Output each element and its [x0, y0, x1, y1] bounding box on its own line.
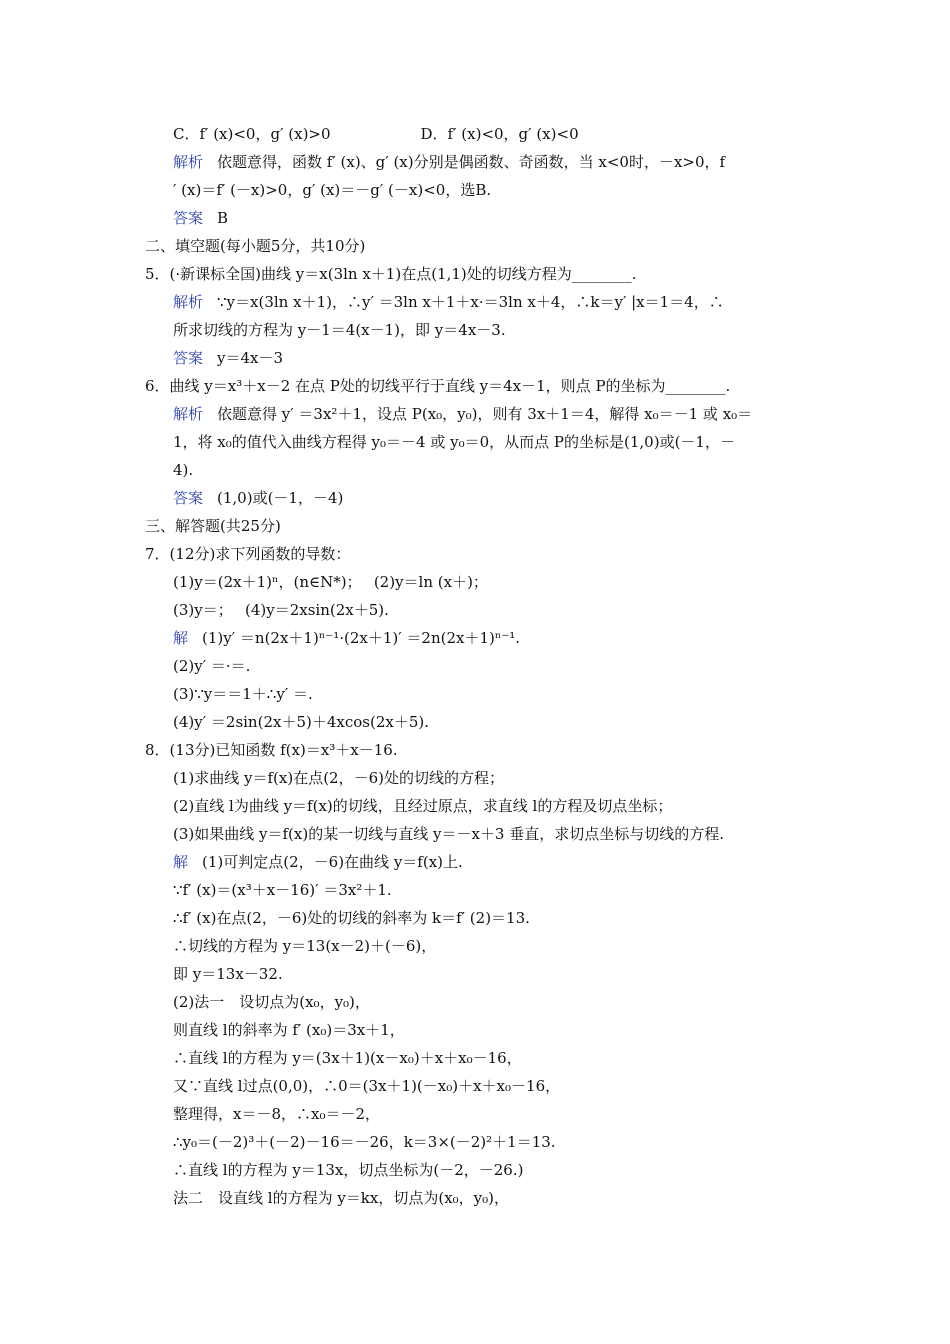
option-d: D．f′ (x)<0，g′ (x)<0	[420, 125, 579, 143]
question-7: 7．(12分)求下列函数的导数：	[145, 545, 351, 563]
analysis-line	[173, 404, 752, 424]
option-c: C．f′ (x)<0，g′ (x)>0	[173, 125, 331, 143]
analysis-label: 解析	[173, 153, 204, 171]
question-6: 6．曲线 y＝x³＋x－2 在点 P处的切线平行于直线 y＝4x－1，则点 P的坐标为________.	[145, 377, 731, 395]
analysis-line	[173, 152, 725, 172]
answer-label: 答案	[173, 209, 204, 227]
answer-label: 答案	[173, 489, 204, 507]
text-line: 4).	[173, 461, 194, 479]
solution-line	[173, 852, 463, 872]
analysis-label: 解析	[173, 405, 204, 423]
answer-line	[173, 348, 283, 368]
answer-label: 答案	[173, 349, 204, 367]
text-line: 则直线 l的斜率为 f′ (x₀)＝3x＋1，	[173, 1021, 405, 1039]
section-heading: 二、填空题(每小题5分，共10分)	[145, 237, 366, 255]
text-line: ∴f′ (x)在点(2，－6)处的切线的斜率为 k＝f′ (2)＝13.	[173, 909, 530, 927]
text-line: (1)可判定点(2，－6)在曲线 y＝f(x)上.	[202, 853, 463, 871]
text-line: 又∵直线 l过点(0,0)，∴0＝(3x＋1)(－x₀)＋x＋x₀－16，	[173, 1077, 561, 1095]
text-line: 依题意得，函数 f′ (x)、g′ (x)分别是偶函数、奇函数，当 x<0时，－x>0，f	[217, 153, 726, 171]
text-line: 整理得，x＝－8，∴x₀＝－2，	[173, 1105, 381, 1123]
text-line: (4)y′ ＝2sin(2x＋5)＋4xcos(2x＋5).	[173, 713, 429, 731]
text-line: ∵f′ (x)＝(x³＋x－16)′ ＝3x²＋1.	[173, 881, 392, 899]
answer-line	[173, 208, 228, 228]
text-line: ′ (x)＝f′ (－x)>0，g′ (x)＝－g′ (－x)<0，选B.	[173, 181, 492, 199]
solution-label: 解	[173, 853, 189, 871]
solution-line	[173, 628, 520, 648]
answer-value: B	[217, 209, 229, 227]
question-5: 5．(·新课标全国)曲线 y＝x(3ln x＋1)在点(1,1)处的切线方程为________.	[145, 265, 637, 283]
question-8: 8．(13分)已知函数 f(x)＝x³＋x－16.	[145, 741, 398, 759]
text-line: (3)y＝； (4)y＝2xsin(2x＋5).	[173, 601, 389, 619]
answer-line	[173, 488, 343, 508]
analysis-line	[173, 292, 724, 312]
answer-value: y＝4x－3	[217, 349, 284, 367]
text-line: 所求切线的方程为 y－1＝4(x－1)，即 y＝4x－3.	[173, 321, 506, 339]
text-line: (2)法一 设切点为(x₀，y₀)，	[173, 993, 370, 1011]
option-c-d-line	[173, 124, 579, 144]
text-line: ∴直线 l的方程为 y＝13x，切点坐标为(－2，－26.)	[173, 1161, 524, 1179]
answer-value: (1,0)或(－1，－4)	[217, 489, 344, 507]
section-heading: 三、解答题(共25分)	[145, 517, 281, 535]
text-line: ∴直线 l的方程为 y＝(3x＋1)(x－x₀)＋x＋x₀－16，	[173, 1049, 522, 1067]
text-line: (3)∵y＝＝1＋∴y′ ＝.	[173, 685, 313, 703]
text-line: (1)y＝(2x＋1)ⁿ，(n∈N*)； (2)y＝ln (x＋)；	[173, 573, 488, 591]
text-line: ∴切线的方程为 y＝13(x－2)＋(－6)，	[173, 937, 437, 955]
text-line: (2)y′ ＝·＝.	[173, 657, 251, 675]
text-line: (1)y′ ＝n(2x＋1)ⁿ⁻¹·(2x＋1)′ ＝2n(2x＋1)ⁿ⁻¹.	[202, 629, 521, 647]
text-line: 即 y＝13x－32.	[173, 965, 283, 983]
text-line: ∴y₀＝(－2)³＋(－2)－16＝－26，k＝3×(－2)²＋1＝13.	[173, 1133, 556, 1151]
text-line: (2)直线 l为曲线 y＝f(x)的切线，且经过原点，求直线 l的方程及切点坐标；	[173, 797, 673, 815]
text-line: (1)求曲线 y＝f(x)在点(2，－6)处的切线的方程；	[173, 769, 504, 787]
text-line: 法二 设直线 l的方程为 y＝kx，切点为(x₀，y₀)，	[173, 1189, 510, 1207]
text-line: (3)如果曲线 y＝f(x)的某一切线与直线 y＝－x＋3 垂直，求切点坐标与切线的方程.	[173, 825, 724, 843]
text-line: 依题意得 y′ ＝3x²＋1，设点 P(x₀，y₀)，则有 3x＋1＝4，解得 x₀＝－1 或 x₀＝	[217, 405, 753, 423]
solution-label: 解	[173, 629, 189, 647]
text-line: ∵y＝x(3ln x＋1)，∴y′ ＝3ln x＋1＋x·＝3ln x＋4，∴k＝y′ |x＝1＝4，∴	[217, 293, 724, 311]
text-line: 1，将 x₀的值代入曲线方程得 y₀＝－4 或 y₀＝0，从而点 P的坐标是(1,0)或(－1，－	[173, 433, 735, 451]
analysis-label: 解析	[173, 293, 204, 311]
